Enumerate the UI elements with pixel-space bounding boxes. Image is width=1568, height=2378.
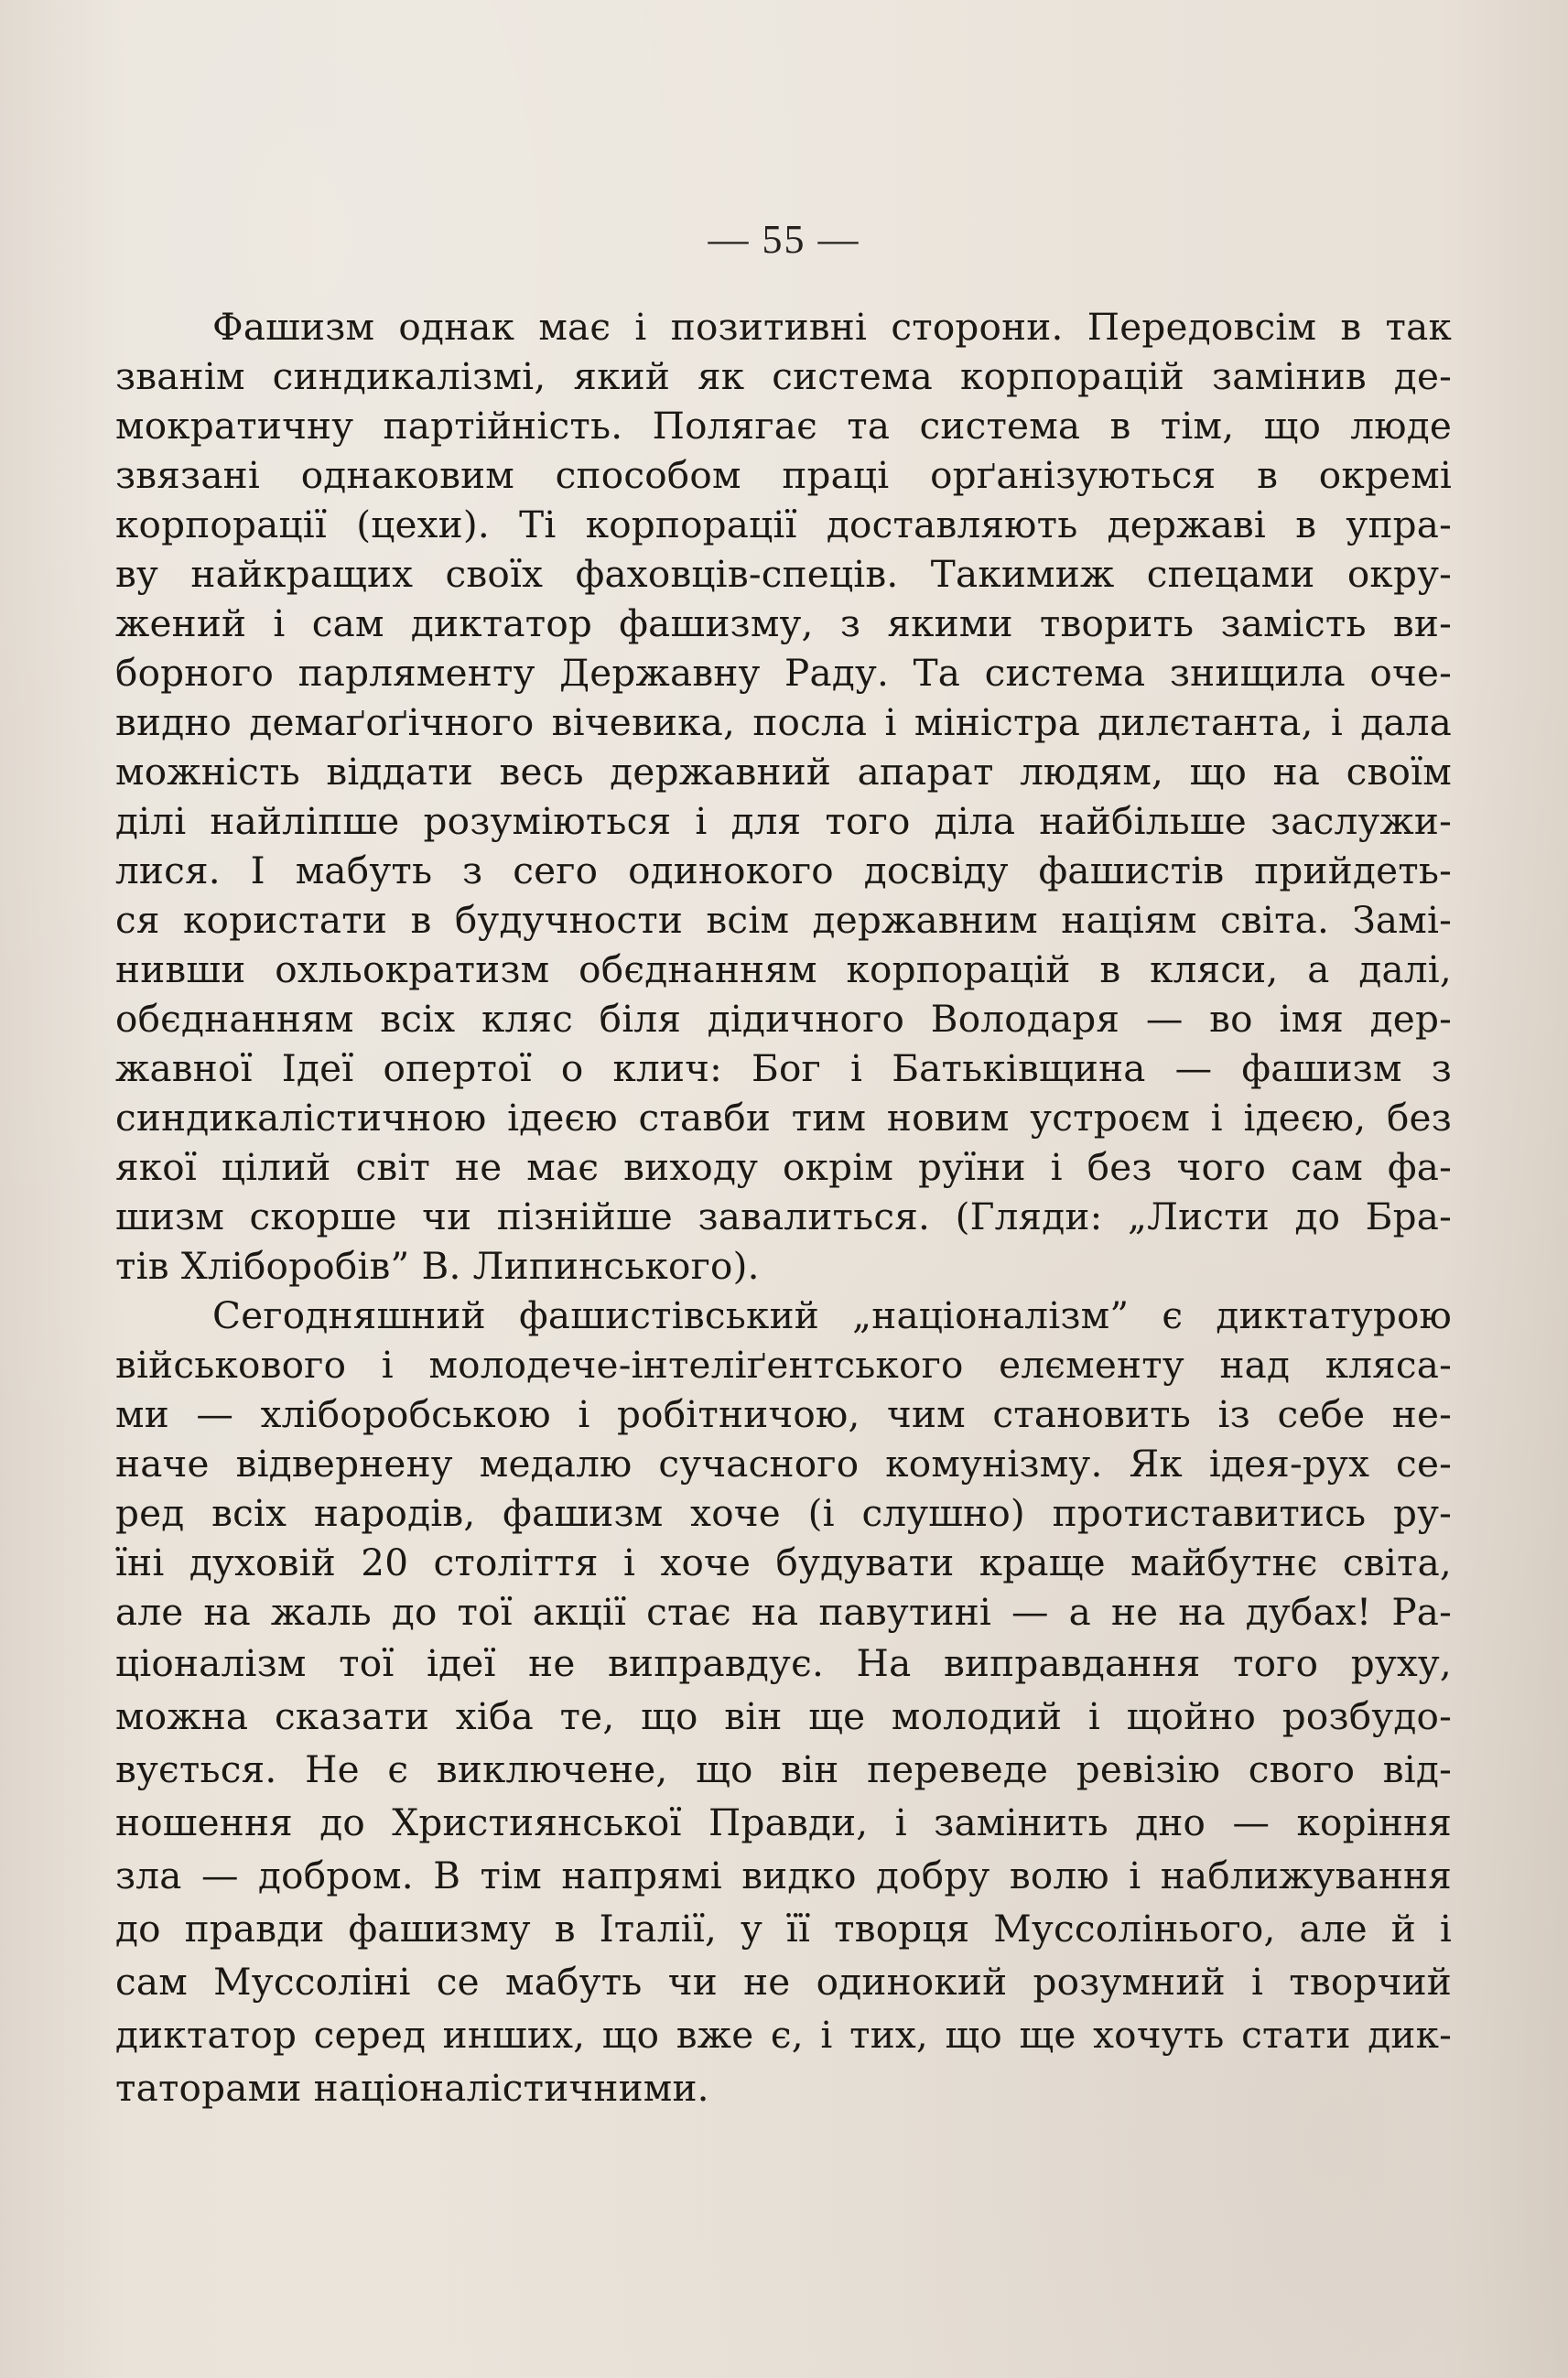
text-line: звязані однаковим способом праці орґанізуються в окремі — [115, 453, 1452, 497]
text-line: таторами націоналістичними. — [115, 2066, 709, 2110]
text-line: нивши охльократизм обєднанням корпорацій в кляси, а далі, — [115, 947, 1452, 991]
text-line: корпорації (цехи). Ті корпорації доставляють державі в упра- — [115, 503, 1452, 546]
text-line: борного парляменту Державну Раду. Та система знищила оче- — [115, 651, 1452, 695]
text-line: тів Хліборобів” В. Липинського). — [115, 1244, 760, 1288]
text-line: жавної Ідеї опертої о клич: Бог і Батьківщина — фашизм з — [115, 1046, 1452, 1090]
text-line: видно демаґоґічного вічевика, посла і міністра дилєтанта, і дала — [115, 700, 1452, 744]
text-line: ся користати в будучности всім державним націям світа. Замі- — [115, 898, 1452, 942]
text-line: ред всіх народів, фашизм хоче (і слушно) протиставитись ру- — [115, 1491, 1452, 1535]
text-line: шизм скорше чи пізнійше завалиться. (Гляди: „Листи до Бра- — [115, 1194, 1452, 1238]
text-line: жений і сам диктатор фашизму, з якими творить замість ви- — [115, 601, 1452, 645]
text-line: званім синдикалізмі, який як система корпорацій замінив де- — [115, 354, 1452, 398]
text-line: ціоналізм тої ідеї не виправдує. На виправдання того руху, — [115, 1641, 1452, 1685]
text-line: синдикалістичною ідеєю ставби тим новим устроєм і ідеєю, без — [115, 1096, 1452, 1140]
paragraph-1 — [115, 302, 1452, 1291]
text-line: диктатор серед инших, що вже є, і тих, що ще хочуть стати дик- — [115, 2013, 1452, 2057]
page-body — [115, 302, 1452, 2114]
text-line: лися. І мабуть з сего одинокого досвіду фашистів прийдеть- — [115, 849, 1452, 892]
text-line: ділі найліпше розуміються і для того діла найбільше заслужи- — [115, 799, 1452, 843]
paragraph-2 — [115, 1291, 1452, 2114]
text-line: їні духовій 20 століття і хоче будувати краще майбутнє світа, — [115, 1540, 1452, 1584]
text-line: Фашизм однак має і позитивні сторони. Передовсім в так — [212, 305, 1452, 349]
text-line: мократичну партійність. Полягає та система в тім, що люде — [115, 404, 1452, 448]
text-line: наче відвернену медалю сучасного комунізму. Як ідея-рух се- — [115, 1442, 1452, 1486]
text-line: ми — хліборобською і робітничою, чим становить із себе не- — [115, 1392, 1452, 1436]
text-line: обєднанням всіх кляс біля дідичного Володаря — во імя дер- — [115, 997, 1452, 1041]
page-number: — 55 — — [708, 217, 860, 262]
text-line: якої цілий світ не має виходу окрім руїни і без чого сам фа- — [115, 1145, 1452, 1189]
text-line: до правди фашизму в Італії, у її творця Муссолінього, але й і — [115, 1907, 1452, 1951]
text-line: сам Муссоліні се мабуть чи не одинокий розумний і творчий — [115, 1960, 1452, 2004]
text-line: вується. Не є виключене, що він переведе ревізію свого від- — [115, 1747, 1452, 1791]
text-line: ву найкращих своїх фаховців-спеців. Такимиж спецами окру- — [115, 552, 1452, 596]
text-line: військового і молодече-інтеліґентського елєменту над клясa- — [115, 1343, 1452, 1387]
text-line: зла — добром. В тім напрямі видко добру волю і наближування — [115, 1854, 1452, 1897]
text-line: можна сказати хіба те, що він ще молодий і щойно розбудо- — [115, 1694, 1452, 1738]
text-line: Сегодняшний фашистівський „націоналізм” є диктатурою — [212, 1293, 1452, 1337]
text-line: можність віддати весь державний апарат людям, що на своїм — [115, 750, 1452, 794]
text-line: ношення до Християнської Правди, і замінить дно — коріння — [115, 1800, 1452, 1844]
text-line: але на жаль до тої акції стає на павутині — а не на дубах! Ра- — [115, 1590, 1452, 1634]
